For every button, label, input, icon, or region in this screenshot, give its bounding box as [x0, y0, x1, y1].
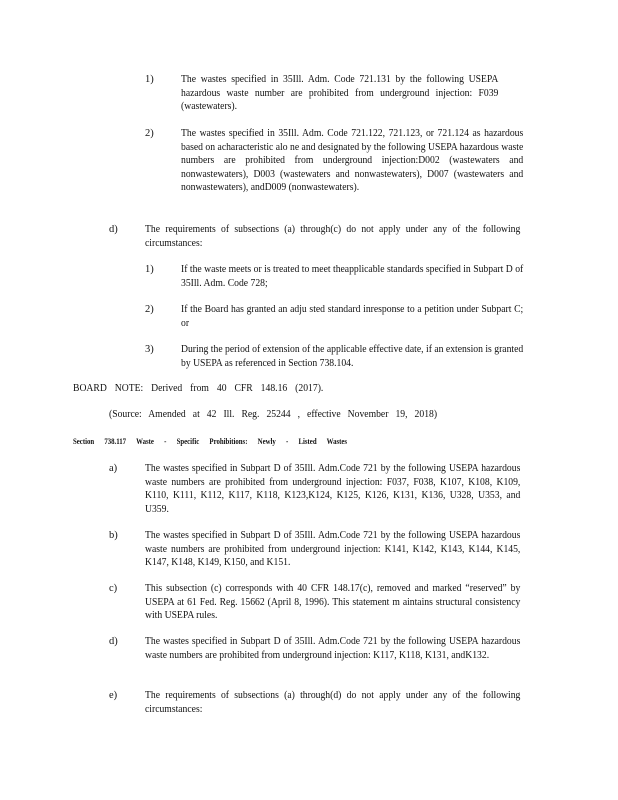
item-text: The wastes specified in Subpart D of 35Ill. Adm.Code 721 by the following USEPA hazardous waste numbers are prohibited from underground injection: F037, F038, K107, K108, K109, K110, K111, K112, K117, K118, K123,K124, K125, K126, K131, K136, U328, U353, and U359.: [145, 463, 521, 515]
item-text: This subsection (c) corresponds with 40 CFR 148.17(c), removed and marked “reserved” by USEPA at 61 Fed. Reg. 15662 (April 8, 1996). This statement m aintains structural consistency with USEPA rules.: [145, 583, 521, 621]
item-label: 2): [145, 128, 154, 139]
item-label: 1): [145, 74, 154, 85]
item-label: a): [109, 463, 118, 474]
item-text: The wastes specified in 35Ill. Adm. Code 721.131 by the following USEPA hazardous waste number are prohibited from underground injection: F039 (wastewaters).: [181, 74, 499, 112]
item-label: c): [109, 583, 118, 594]
item-text: The wastes specified in Subpart D of 35Ill. Adm.Code 721 by the following USEPA hazardous waste numbers are prohibited from underground injection: K141, K142, K143, K144, K145, K147, K148, K149, K150, and K151.: [145, 530, 521, 568]
item-text: The requirements of subsections (a) through(d) do not apply under any of the following circumstances:: [145, 690, 521, 715]
list-item: [145, 303, 553, 330]
board-note: BOARD NOTE: Derived from 40 CFR 148.16 (2017).: [73, 383, 324, 394]
list-item: [109, 635, 553, 662]
subsection-d: [109, 223, 553, 250]
item-text: The wastes specified in 35Ill. Adm. Code 721.122, 721.123, or 721.124 as hazardous based on acharacteristic alo ne and designated by the following USEPA hazardous waste numbers are prohibited from underground injection:D002 (wastewaters and nonwastewaters), D003 (wastewaters and nonwastewaters), D007 (wastewaters and nonwastewaters), andD009 (nonwastewaters).: [181, 128, 524, 193]
item-label: 1): [145, 264, 154, 275]
item-label: 2): [145, 304, 154, 315]
source-note: (Source: Amended at 42 Ill. Reg. 25244 , effective November 19, 2018): [109, 409, 438, 420]
list-item: [145, 127, 553, 195]
list-item: [109, 582, 553, 623]
item-text: If the waste meets or is treated to meet theapplicable standards specified in Subpart D of 35Ill. Adm. Code 728;: [181, 264, 524, 289]
item-text: The wastes specified in Subpart D of 35Ill. Adm.Code 721 by the following USEPA hazardous waste numbers are prohibited from underground injection: K117, K118, K131, andK132.: [145, 636, 521, 661]
section-heading: Section 738.117 Waste - Specific Prohibitions: Newly - Listed Wastes: [73, 437, 348, 446]
list-item: [109, 689, 553, 716]
item-label: 3): [145, 344, 154, 355]
list-item: [145, 263, 553, 290]
item-label: d): [109, 636, 118, 647]
list-item: [145, 73, 526, 114]
item-text: During the period of extension of the applicable effective date, if an extension is granted by USEPA as referenced in Section 738.104.: [181, 344, 524, 369]
item-label: e): [109, 690, 118, 701]
list-item: [145, 343, 553, 370]
item-text: The requirements of subsections (a) through(c) do not apply under any of the following circumstances:: [145, 224, 521, 249]
list-item: [109, 529, 553, 570]
item-label: b): [109, 530, 118, 541]
item-text: If the Board has granted an adju sted standard inresponse to a petition under Subpart C; or: [181, 304, 524, 329]
list-item: [109, 462, 553, 516]
item-label: d): [109, 224, 118, 235]
